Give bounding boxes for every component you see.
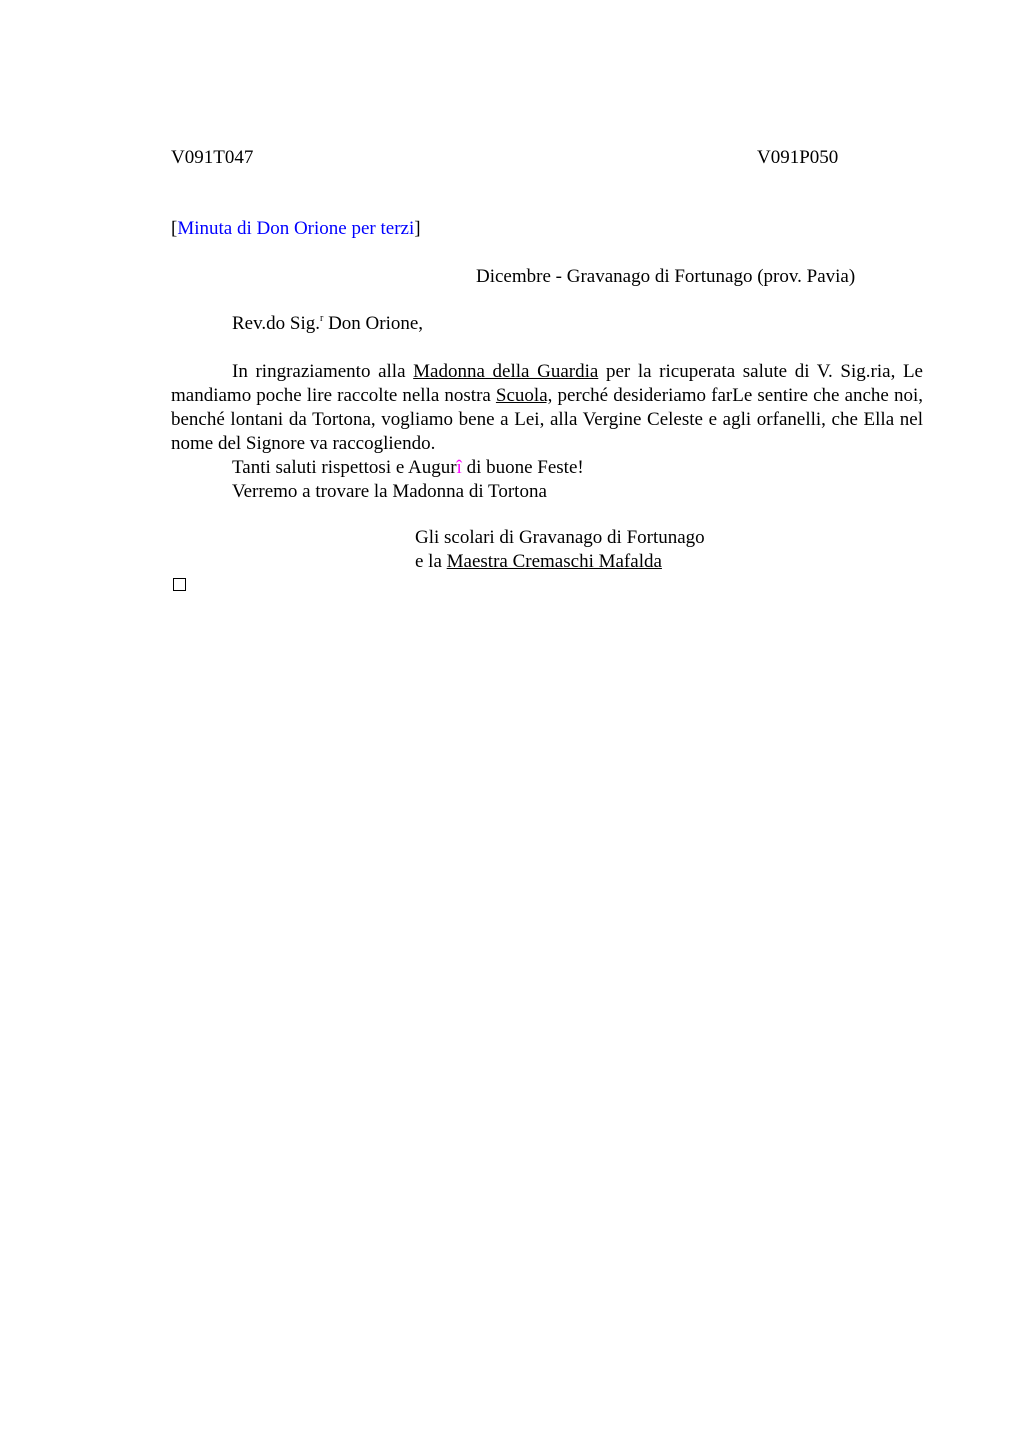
- paragraph-thanks-part2: per la ricuperata salute di V. Sig.ria, Le mandiamo poche lire raccolte nella nostra: [171, 361, 923, 406]
- signature-teacher-name: Maestra Cremaschi Mafalda: [446, 551, 662, 572]
- editorial-note: [171, 217, 421, 241]
- underlined-scuola: Scuola,: [495, 385, 553, 406]
- paragraph-greetings: [171, 456, 923, 480]
- salutation-superscript: r: [319, 313, 324, 324]
- signature-line-2: [415, 550, 662, 574]
- paragraph-visit: Verremo a trovare la Madonna di Tortona: [232, 481, 547, 502]
- paragraph-thanks-part3: perché desideriamo farLe sentire che anche noi, benché lontani da Tortona, vogliamo bene a Lei, alla Vergine Celeste e agli orfanelli, che Ella nel nome del Signore va raccogliendo.: [171, 385, 923, 454]
- letter-body: [171, 360, 923, 504]
- end-square-icon: [173, 578, 186, 591]
- underlined-madonna-della-guardia: Madonna della Guardia: [413, 361, 599, 382]
- salutation-after: Don Orione,: [323, 313, 424, 334]
- header-left-code: V091T047: [171, 147, 254, 168]
- header-right-code: V091P050: [757, 147, 839, 168]
- highlighted-character: î: [456, 457, 462, 478]
- signature-line-1: Gli scolari di Gravanago di Fortunago: [415, 527, 705, 548]
- note-open-bracket: [: [171, 218, 178, 239]
- paragraph-greetings-part2: di buone Feste!: [461, 457, 584, 478]
- paragraph-thanks: [171, 360, 923, 456]
- paragraph-greetings-part1: Tanti saluti rispettosi e Augur: [232, 457, 457, 478]
- dateline: Dicembre - Gravanago di Fortunago (prov. Pavia): [476, 266, 856, 287]
- note-text: Minuta di Don Orione per terzi: [177, 218, 415, 239]
- salutation: [232, 312, 423, 336]
- paragraph-thanks-part1: In ringraziamento alla: [232, 361, 414, 382]
- note-close-bracket: ]: [414, 218, 421, 239]
- signature-prefix: e la: [415, 551, 447, 572]
- salutation-before: Rev.do Sig.: [232, 313, 320, 334]
